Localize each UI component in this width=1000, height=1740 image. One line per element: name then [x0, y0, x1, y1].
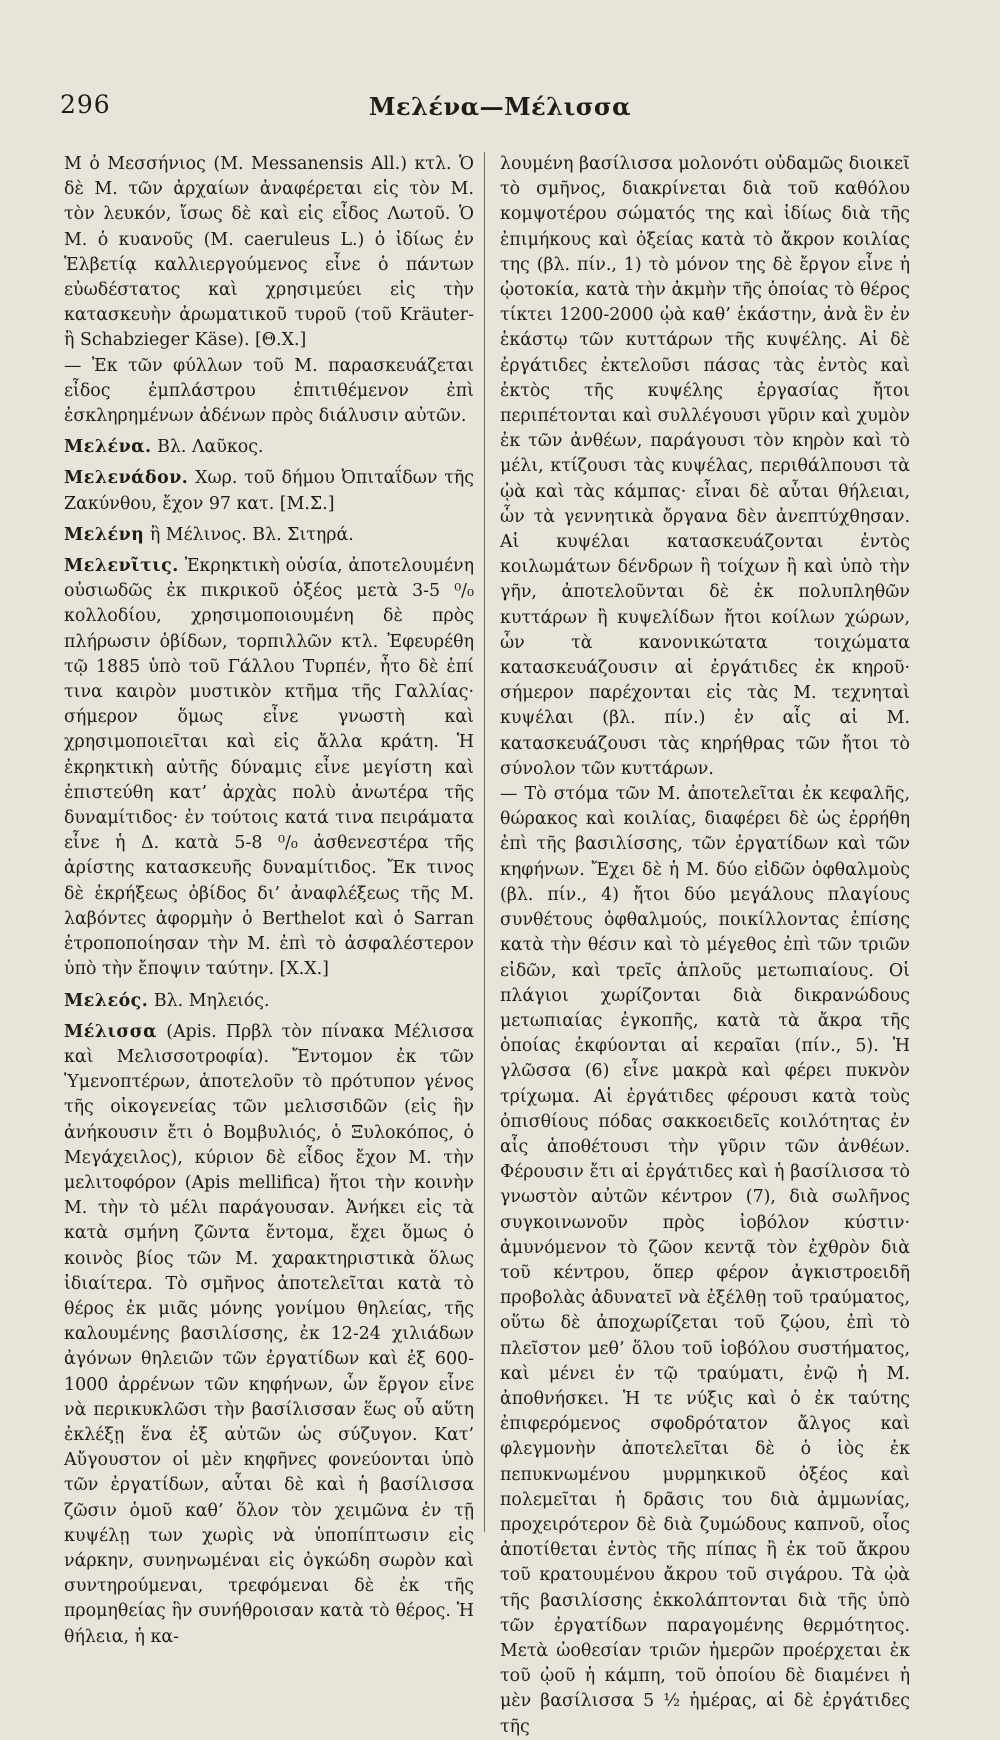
headword: Μελένα.: [64, 437, 152, 458]
dictionary-entry: [64, 1020, 474, 1650]
paragraph: — Ἐκ τῶν φύλλων τοῦ Μ. παρασκευάζεται εἶδος ἐμπλάστρου ἐπιτιθέμενον ἐπὶ ἐσκληρημένων ἀδένων πρὸς διάλυσιν αὐτῶν.: [64, 355, 474, 427]
dictionary-entry: [64, 435, 474, 460]
entry-text: Βλ. Λαῦκος.: [157, 437, 264, 458]
column-divider: [484, 152, 485, 1532]
left-column: [64, 152, 474, 1647]
entry-text: (Apis. Πρβλ τὸν πίνακα Μέλισσα καὶ Μελισσοτροφία). Ἔντομον ἐκ τῶν Ὑμενοπτέρων, ἀποτελοῦν τὸ πρότυπον γένος τῆς οἰκογενείας τῶν μελισσιδῶν (εἰς ἣν ἀνήκουσιν ἔτι ὁ Βομβυλιός, ὁ Ξυλοκόπος, ὁ Μεγάχειλος), κύριον δὲ εἶδος ἔχον Μ. τὴν μελιτοφόρον (Apis mellifica) ἥτοι τὴν κοινὴν Μ. τὴν τὸ μέλι παράγουσαν. Ἀνήκει εἰς τὰ κατὰ σμήνη ζῶντα ἔντομα, ἔχει ὅμως ὁ κοινὸς βίος τῶν Μ. χαρακτηριστικὰ ὅλως ἰδιαίτερα. Τὸ σμῆνος ἀποτελεῖται κατὰ τὸ θέρος ἐκ μιᾶς μόνης γονίμου θηλείας, τῆς καλουμένης βασιλίσσης, ἐκ 12-24 χιλιάδων ἀγόνων θηλειῶν τῶν ἐργατίδων καὶ ἐξ 600-1000 ἀρρένων τῶν κηφήνων, ὧν ἔργον εἶνε νὰ περικυκλῶσι τὴν βασίλισσαν ἕως οὗ αὕτη ἐκλέξῃ ἕνα ἐξ αὐτῶν ὡς σύζυγον. Κατ’ Αὔγουστον οἱ μὲν κηφῆνες φονεύονται ὑπὸ τῶν ἐργατίδων, αὗται δὲ καὶ ἡ βασίλισσα ζῶσιν ὁμοῦ καθ’ ὅλον τὸν χειμῶνα ἐν τῇ κυψέλῃ των χωρὶς νὰ ὑποπίπτωσιν εἰς νάρκην, συνηνωμέναι εἰς ὀγκώδη σωρὸν καὶ συντηρούμεναι, τρεφόμεναι δὲ ἐκ τῆς προμηθείας ἣν συνήθροισαν κατὰ τὸ θέρος. Ἡ θήλεια, ἡ κα-: [64, 1021, 474, 1647]
headword: Μελεός.: [64, 990, 149, 1011]
entry-text: ἢ Μέλινος. Βλ. Σιτηρά.: [149, 524, 354, 545]
page-header: [60, 90, 940, 130]
dictionary-entry: [64, 523, 474, 548]
page-number: 296: [60, 90, 111, 119]
headword: Μελενῖτις.: [64, 556, 179, 577]
right-column: [500, 152, 910, 1737]
headword: Μελένη: [64, 524, 145, 545]
dictionary-entry: [64, 989, 474, 1014]
paragraph: Μ ὁ Μεσσήνιος (Μ. Messanensis All.) κτλ. Ὁ δὲ Μ. τῶν ἀρχαίων ἀναφέρεται εἰς τὸν Μ. τὸν λευκόν, ἴσως δὲ καὶ εἰς εἶδος Λωτοῦ. Ὁ Μ. ὁ κυανοῦς (Μ. caeruleus L.) ὁ ἰδίως ἐν Ἑλβετίᾳ καλλιεργούμενος εἶνε ὁ πάντων εὐωδέστατος καὶ χρησιμεύει εἰς τὴν κατασκευὴν ἀρωματικοῦ τυροῦ (τοῦ Kräuter-ἢ Schabzieger Käse). [Θ.Χ.]: [64, 154, 474, 351]
dictionary-entry: [64, 466, 474, 516]
entry-text: Ἐκρηκτικὴ οὐσία, ἀποτελουμένη οὐσιωδῶς ἐκ πικρικοῦ ὀξέος μετὰ 3-5 ⁰/₀ κολλοδίου, χρησιμοποιουμένη δὲ πρὸς πλήρωσιν ὀβίδων, τορπιλλῶν κτλ. Ἐφευρέθη τῷ 1885 ὑπὸ τοῦ Γάλλου Τυρπέν, ἦτο δὲ ἐπί τινα καιρὸν μυστικὸν κτῆμα τῆς Γαλλίας· σήμερον ὅμως εἶνε γνωστὴ καὶ χρησιμοποιεῖται καὶ εἰς ἄλλα κράτη. Ἡ ἐκρηκτικὴ αὐτῆς δύναμις εἶνε μεγίστη καὶ ἐπιστεύθη κατ’ ἀρχὰς πολὺ ἀνωτέρα τῆς δυναμίτιδος· ἐν τούτοις κατά τινα πειράματα εἶνε ἡ Δ. κατὰ 5-8 ⁰/₀ ἀσθενεστέρα τῆς ἀρίστης κατασκευῆς δυναμίτιδος. Ἔκ τινος δὲ ἐκρήξεως ὀβίδος δι’ ἀναφλέξεως τῆς Μ. λαβόντες ἀφορμὴν ὁ Berthelot καὶ ὁ Sarran ἐτροποποίησαν τὴν Μ. ἐπὶ τὸ ἀσφαλέστερον ὑπὸ τὴν ἔποψιν ταύτην. [Χ.Χ.]: [64, 556, 474, 980]
headword: Μελενάδον.: [64, 468, 189, 489]
entry-text: Βλ. Μηλειός.: [153, 990, 270, 1011]
entry-text: Χωρ. τοῦ δήμου Ὀπιταΐδων τῆς Ζακύνθου, ἔχον 97 κατ. [Μ.Σ.]: [64, 468, 474, 514]
headword: Μέλισσα: [64, 1021, 157, 1042]
running-head: Μελένα—Μέλισσα: [368, 92, 632, 121]
paragraph: — Τὸ στόμα τῶν Μ. ἀποτελεῖται ἐκ κεφαλῆς, θώρακος καὶ κοιλίας, διαφέρει δὲ ὡς ἐρρήθη ἐπὶ τῆς βασιλίσσης, τῶν ἐργατίδων καὶ τῶν κηφήνων. Ἔχει δὲ ἡ Μ. δύο εἰδῶν ὀφθαλμοὺς (βλ. πίν., 4) ἤτοι δύο μεγάλους πλαγίους συνθέτους ὀφθαλμούς, ποικίλλοντας ἐπίσης κατὰ τὴν θέσιν καὶ τὸ μέγεθος ἐπὶ τῶν τριῶν εἰδῶν, καὶ τρεῖς ἁπλοῦς μετωπιαίους. Οἱ πλάγιοι χωρίζονται διὰ δικρανώδους μετωπιαίας ἐγκοπῆς, κατὰ τὰ ἄκρα τῆς ὁποίας ἐκφύονται αἱ κεραῖαι (πίν., 5). Ἡ γλῶσσα (6) εἶνε μακρὰ καὶ φέρει πυκνὸν τρίχωμα. Αἱ ἐργάτιδες φέρουσι κατὰ τοὺς ὀπισθίους πόδας σακκοειδεῖς κοιλότητας ἐν αἷς ἀποθέτουσι τὴν γῦριν τῶν ἀνθέων. Φέρουσιν ἔτι αἱ ἐργάτιδες καὶ ἡ βασίλισσα τὸ γνωστὸν αὐτῶν κέντρον (7), διὰ σωλῆνος συγκοινωνοῦν πρὸς ἰοβόλον κύστιν· ἀμυνόμενον τὸ ζῶον κεντᾷ τὸν ἐχθρὸν διὰ τοῦ κέντρου, ὅπερ φέρον ἀγκιστροειδῆ προβολὰς ἀδυνατεῖ νὰ ἐξέλθῃ τοῦ τραύματος, οὕτω δὲ ἀποχωρίζεται τοῦ ζῴου, ἐπὶ τὸ πλεῖστον μεθ’ ὅλου τοῦ ἰοβόλου συστήματος, καὶ μένει ἐν τῷ τραύματι, ἐνῷ ἡ Μ. ἀποθνήσκει. Ἡ τε νύξις καὶ ὁ ἐκ ταύτης ἐπιφερόμενος σφοδρότατον ἄλγος καὶ φλεγμονὴν ἀποτελεῖται δὲ ὁ ἰὸς ἐκ πεπυκνωμένου μυρμηκικοῦ ὀξέος καὶ πολεμεῖται ἡ δρᾶσις του διὰ ἀμμωνίας, προχειρότερον δὲ διὰ ζυμώδους καπνοῦ, οἷος ἀποτίθεται ἐντὸς τῆς πίπας ἢ ἐκ τοῦ ἄκρου τοῦ κρατουμένου ἄκρου τοῦ σιγάρου. Τὰ ᾠὰ τῆς βασιλίσσης ἐκκολάπτονται διὰ τῆς ὑπὸ τῶν ἐργατίδων παραγομένης θερμότητος. Μετὰ ὠοθεσίαν τριῶν ἡμερῶν προέρχεται ἐκ τοῦ ᾠοῦ ἡ κάμπη, τοῦ ὁποίου δὲ διαμένει ἡ μὲν βασίλισσα 5 ½ ἡμέρας, αἱ δὲ ἐργάτιδες τῆς: [500, 784, 910, 1737]
dictionary-entry: [64, 554, 474, 982]
paragraph: λουμένη βασίλισσα μολονότι οὐδαμῶς διοικεῖ τὸ σμῆνος, διακρίνεται διὰ τοῦ καθόλου κομψοτέρου σώματός της καὶ ἰδίως διὰ τῆς ἐπιμήκους καὶ ὀξείας κατὰ τὸ ἄκρον κοιλίας της (βλ. πίν., 1) τὸ μόνον της δὲ ἔργον εἶνε ἡ ᾠοτοκία, κατὰ τὴν ἀκμὴν τῆς ὁποίας τὸ θέρος τίκτει 1200-2000 ᾠὰ καθ’ ἑκάστην, ἀνὰ ἓν ἐν ἑκάστῳ τῶν κυττάρων τῆς κυψέλης. Αἱ δὲ ἐργάτιδες ἐκτελοῦσι πάσας τὰς ἐντὸς καὶ ἐκτὸς τῆς κυψέλης ἐργασίας ἤτοι περιπέτονται καὶ συλλέγουσι γῦριν καὶ χυμὸν ἐκ τῶν ἀνθέων, παράγουσι τὸν κηρὸν καὶ τὸ μέλι, κτίζουσι τὰς κυψέλας, περιθάλπουσι τὰ ᾠὰ καὶ τὰς κάμπας· εἶναι δὲ αὗται θήλειαι, ὧν τὰ γεννητικὰ ὄργανα δὲν ἀνεπτύχθησαν. Αἱ κυψέλαι κατασκευάζονται ἐντὸς κοιλωμάτων δένδρων ἢ τοίχων ἢ καὶ ὑπὸ τὴν γῆν, ἀποτελοῦνται δὲ ἐκ πολυπληθῶν κυττάρων ἢ κυψελίδων ἤτοι κοίλων χώρων, ὧν τὰ κανονικώτατα τοιχώματα κατασκευάζουσιν αἱ ἐργάτιδες ἐκ κηροῦ· σήμερον παρέχονται εἰς τὰς Μ. τεχνηταὶ κυψέλαι (βλ. πίν.) ἐν αἷς αἱ Μ. κατασκευάζουσι τὰς κηρήθρας τῶν ἤτοι τὸ σύνολον τῶν κυττάρων.: [500, 154, 910, 779]
